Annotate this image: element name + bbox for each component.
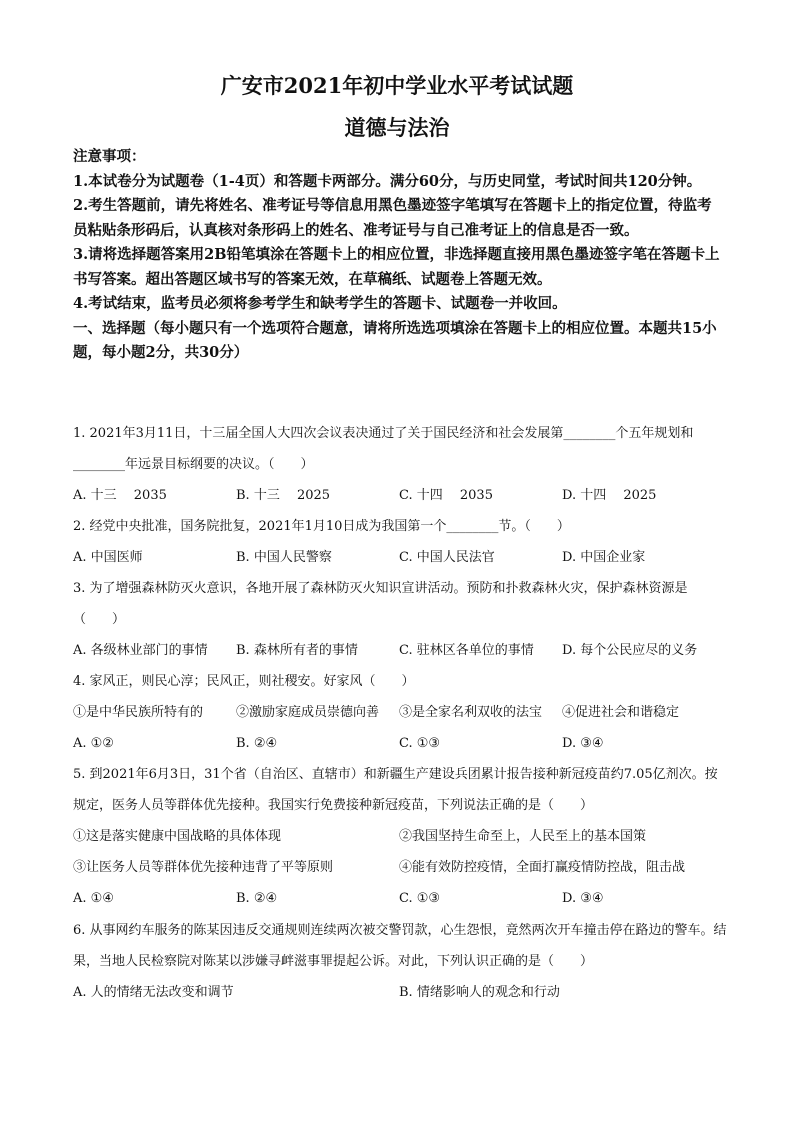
statement-2: ②激励家庭成员崇德向善: [236, 705, 380, 720]
option-c: C. 中国人民法官: [399, 550, 495, 565]
option-d: D. 每个公民应尽的义务: [562, 643, 698, 658]
statement-4: ④能有效防控疫情，全面打赢疫情防控战，阻击战: [399, 860, 686, 875]
option-d: D. ③④: [562, 736, 604, 751]
question-stem: 3. 为了增强森林防灭火意识，各地开展了森林防灭火知识宣讲活动。预防和扑救森林火灾，保护森林资源是（ ）: [73, 581, 688, 627]
question-stem: 6. 从事网约车服务的陈某因违反交通规则连续两次被交警罚款，心生怨恨，竟然两次开车撞击停在路边的警车。结果，当地人民检察院对陈某以涉嫌寻衅滋事罪提起公诉。对此，下列认识正确的是（ ）: [73, 923, 727, 969]
exam-title: 广安市2021年初中学业水平考试试题: [220, 73, 574, 98]
option-row: [73, 635, 728, 666]
statement-row: [73, 697, 728, 728]
question-stem: 5. 到2021年6月3日，31个省（自治区、直辖市）和新疆生产建设兵团累计报告接种新冠疫苗约7.05亿剂次。按规定，医务人员等群体优先接种。我国实行免费接种新冠疫苗，下列说法正确的是（ ）: [73, 767, 718, 813]
option-a: A. 十三 2035: [73, 488, 167, 503]
question-2: [73, 511, 728, 573]
option-b: B. ②④: [236, 736, 278, 751]
option-b: B. 中国人民警察: [236, 550, 332, 565]
option-row: [73, 883, 728, 914]
option-b: B. 森林所有者的事情: [236, 643, 358, 658]
question-stem: 1. 2021年3月11日，十三届全国人大四次会议表决通过了关于国民经济和社会发展第________个五年规划和________年远景目标纲要的决议。（ ）: [73, 426, 694, 472]
option-d: D. 十四 2025: [562, 488, 657, 503]
instruction-item: 1.本试卷分为试题卷（1-4页）和答题卡两部分。满分60分，与历史同堂，考试时间共120分钟。: [73, 172, 702, 190]
option-a: A. ①④: [73, 891, 114, 906]
statement-3: ③是全家名利双收的法宝: [399, 705, 543, 720]
option-b: B. 十三 2025: [236, 488, 331, 503]
question-6: [73, 915, 728, 1008]
question-stem: 2. 经党中央批准，国务院批复，2021年1月10日成为我国第一个________节。（ ）: [73, 519, 570, 534]
statement-1: ①是中华民族所特有的: [73, 705, 204, 720]
option-c: C. ①③: [399, 891, 441, 906]
statement-4: ④促进社会和谐稳定: [562, 705, 680, 720]
option-a: A. 人的情绪无法改变和调节: [73, 985, 234, 1000]
question-stem: 4. 家风正，则民心淳；民风正，则社稷安。好家风（ ）: [73, 674, 415, 689]
statement-2: ②我国坚持生命至上，人民至上的基本国策: [399, 829, 647, 844]
instructions-heading: 注意事项：: [73, 148, 146, 165]
option-row: [73, 480, 728, 511]
statement-row: [73, 821, 728, 852]
option-b: B. 情绪影响人的观念和行动: [399, 985, 560, 1000]
instruction-item: 3.请将选择题答案用2B铅笔填涂在答题卡上的相应位置，非选择题直接用黑色墨迹签字笔在答题卡上书写答案。超出答题区域书写的答案无效，在草稿纸、试题卷上答题无效。: [73, 246, 720, 288]
question-4: [73, 666, 728, 759]
option-row: [73, 542, 728, 573]
question-5: [73, 759, 728, 914]
instruction-item: 4.考试结束，监考员必须将参考学生和缺考学生的答题卡、试题卷一并收回。: [73, 295, 567, 312]
option-row: [73, 728, 728, 759]
subject-title: 道德与法治: [344, 115, 450, 140]
option-a: A. ①②: [73, 736, 114, 751]
option-d: D. ③④: [562, 891, 604, 906]
option-a: A. 中国医师: [73, 550, 143, 565]
question-1: [73, 418, 728, 511]
option-d: D. 中国企业家: [562, 550, 646, 565]
option-row: [73, 977, 728, 1008]
statement-1: ①这是落实健康中国战略的具体体现: [73, 829, 282, 844]
section-heading: 一、选择题（每小题只有一个选项符合题意，请将所选选项填涂在答题卡上的相应位置。本题共15小题，每小题2分，共30分）: [73, 319, 717, 361]
statement-row: [73, 852, 728, 883]
option-b: B. ②④: [236, 891, 278, 906]
option-c: C. 驻林区各单位的事情: [399, 643, 534, 658]
question-3: [73, 573, 728, 666]
statement-3: ③让医务人员等群体优先接种违背了平等原则: [73, 860, 334, 875]
option-c: C. 十四 2035: [399, 488, 493, 503]
option-c: C. ①③: [399, 736, 441, 751]
instructions-section: [73, 145, 723, 366]
option-a: A. 各级林业部门的事情: [73, 643, 208, 658]
instruction-item: 2.考生答题前，请先将姓名、准考证号等信息用黑色墨迹签字笔填写在答题卡上的指定位置，待监考员粘贴条形码后，认真核对条形码上的姓名、准考证号与自己准考证上的信息是否一致。: [73, 197, 712, 239]
